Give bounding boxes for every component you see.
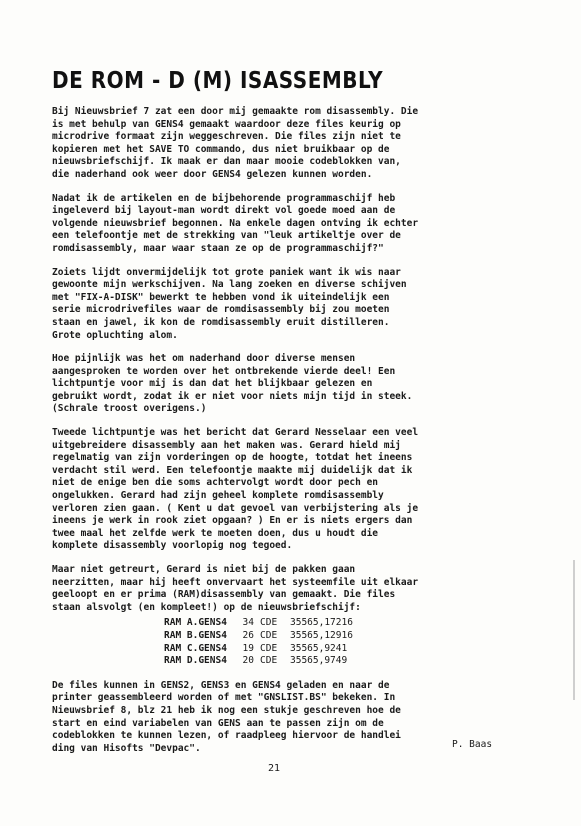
file-type: CDE — [260, 629, 278, 641]
text-line: Nadat ik de artikelen en de bijbehorende programmaschijf heb — [52, 192, 396, 204]
text-line: romdisassembly, maar waar staan ze op de programmaschijf?" — [52, 242, 384, 254]
closing-paragraph — [52, 680, 512, 756]
author-signature: P. Baas — [452, 739, 493, 750]
text-line: verloren zien gaan. ( Kent u dat gevoel van verbijstering als je — [52, 502, 419, 514]
paragraph-3 — [52, 267, 512, 343]
text-line: niet de enige ben die soms achtervolgt wordt door pech en — [52, 477, 379, 489]
file-address: 35565,17216 — [290, 617, 353, 629]
text-line: die naderhand ook weer door GENS4 gelezen kunnen worden. — [52, 168, 373, 180]
text-line: twee maal het zelfde werk te moeten doen, dus u houdt die — [52, 527, 379, 539]
table-row — [164, 643, 353, 656]
file-name: RAM A.GENS4 — [164, 617, 227, 629]
table-row — [164, 617, 353, 630]
text-line: is met behulp van GENS4 gemaakt waardoor deze files keurig op — [52, 118, 401, 130]
text-line: (Schrale troost overigens.) — [52, 403, 207, 415]
text-line: Bij Nieuwsbrief 7 zat een door mij gemaakte rom disassembly. Die — [52, 106, 419, 117]
scan-edge-mark — [573, 560, 575, 700]
text-line: Grote opluchting alom. — [52, 329, 178, 341]
text-line: Hoe pijnlijk was het om naderhand door diverse mensen — [52, 353, 356, 365]
paragraph-2 — [52, 193, 512, 256]
file-size: 34 — [242, 617, 254, 629]
text-line: lichtpuntje voor mij is dan dat het blijkbaar gelezen en — [52, 378, 373, 390]
text-line: een telefoontje met de strekking van "leuk artikeltje over de — [52, 230, 401, 242]
text-line: gewoonte mijn werkschijven. Na lang zoeken en diverse schijven — [52, 279, 407, 291]
text-line: start en eind variabelen van GENS aan te passen zijn om de — [52, 717, 384, 729]
text-line: ongelukken. Gerard had zijn geheel komplete romdisassembly — [52, 490, 384, 502]
article-body — [52, 106, 512, 766]
text-line: Zoiets lijdt onvermijdelijk tot grote paniek want ik wis naar — [52, 266, 401, 278]
text-line: Tweede lichtpuntje was het bericht dat Gerard Nesselaar een veel — [52, 427, 419, 439]
table-row — [164, 630, 353, 643]
text-line: uitgebreidere disassembly aan het maken was. Gerard hield mij — [52, 439, 401, 451]
text-line: geeloopt en er prima (RAM)disassembly van gemaakt. Die files — [52, 589, 396, 601]
text-line: printer geassembleerd worden of met "GNSLIST.BS" bekeken. In — [52, 692, 396, 704]
file-list-table — [164, 617, 353, 667]
file-type: CDE — [260, 655, 278, 667]
file-name: RAM C.GENS4 — [164, 642, 227, 654]
text-line: komplete disassembly voorlopig nog tegoed. — [52, 540, 293, 552]
text-line: ding van Hisofts "Devpac". — [52, 742, 201, 754]
file-size: 20 — [242, 655, 254, 667]
text-line: met "FIX-A-DISK" bewerkt te hebben vond ik uiteindelijk een — [52, 291, 390, 303]
paragraph-5 — [52, 427, 512, 553]
article-title: DE ROM - D (M) ISASSEMBLY — [52, 66, 384, 94]
text-line: Maar niet getreurt, Gerard is niet bij de pakken gaan — [52, 564, 356, 575]
text-line: De files kunnen in GENS2, GENS3 en GENS4 geladen en naar de — [52, 679, 390, 691]
text-line: staan en jawel, ik kon de romdisassembly eruit distilleren. — [52, 316, 390, 328]
paragraph-6 — [52, 564, 512, 614]
text-line: serie microdrivefiles waar de romdisassembly bij zou moeten — [52, 304, 390, 316]
text-line: staan alsvolgt (en kompleet!) op de nieuwsbriefschijf: — [52, 601, 361, 613]
text-line: kopieren met het SAVE TO commando, dus niet bruikbaar op de — [52, 143, 390, 155]
file-address: 35565,9749 — [290, 655, 348, 667]
text-line: gebruikt wordt, zodat ik er niet voor niets mijn tijd in steek. — [52, 390, 413, 402]
file-type: CDE — [260, 617, 278, 629]
text-line: regelmatig van zijn vorderingen op de hoogte, totdat het ineens — [52, 452, 413, 464]
file-name: RAM B.GENS4 — [164, 629, 227, 641]
file-size: 19 — [242, 642, 254, 654]
table-row — [164, 655, 353, 668]
file-address: 35565,9241 — [290, 642, 348, 654]
file-address: 35565,12916 — [290, 629, 353, 641]
text-line: verdacht stil werd. Een telefoontje maakte mij duidelijk dat ik — [52, 464, 413, 476]
file-type: CDE — [260, 642, 278, 654]
text-line: nieuwsbriefschijf. Ik maak er dan maar mooie codeblokken van, — [52, 156, 401, 168]
text-line: microdrive formaat zijn weggeschreven. Die files zijn niet te — [52, 131, 401, 143]
text-line: codeblokken te kunnen lezen, of raadpleeg hiervoor de handlei — [52, 730, 401, 742]
page-number: 21 — [268, 763, 281, 774]
text-line: ineens je werk in rook ziet opgaan? ) En er is niets ergers dan — [52, 515, 413, 527]
file-size: 26 — [242, 629, 254, 641]
text-line: volgende nieuwsbrief begonnen. Na enkele dagen ontving ik echter — [52, 217, 419, 229]
paragraph-4 — [52, 353, 512, 416]
text-line: Nieuwsbrief 8, blz 21 heb ik nog een stukje geschreven hoe de — [52, 704, 401, 716]
text-line: ingeleverd bij layout-man wordt direkt vol goede moed aan de — [52, 205, 396, 217]
text-line: neerzitten, maar hij heeft onvervaart het systeemfile uit elkaar — [52, 576, 419, 588]
text-line: aangesproken te worden over het ontbrekende vierde deel! Een — [52, 365, 396, 377]
paragraph-1 — [52, 106, 512, 182]
file-name: RAM D.GENS4 — [164, 655, 227, 667]
